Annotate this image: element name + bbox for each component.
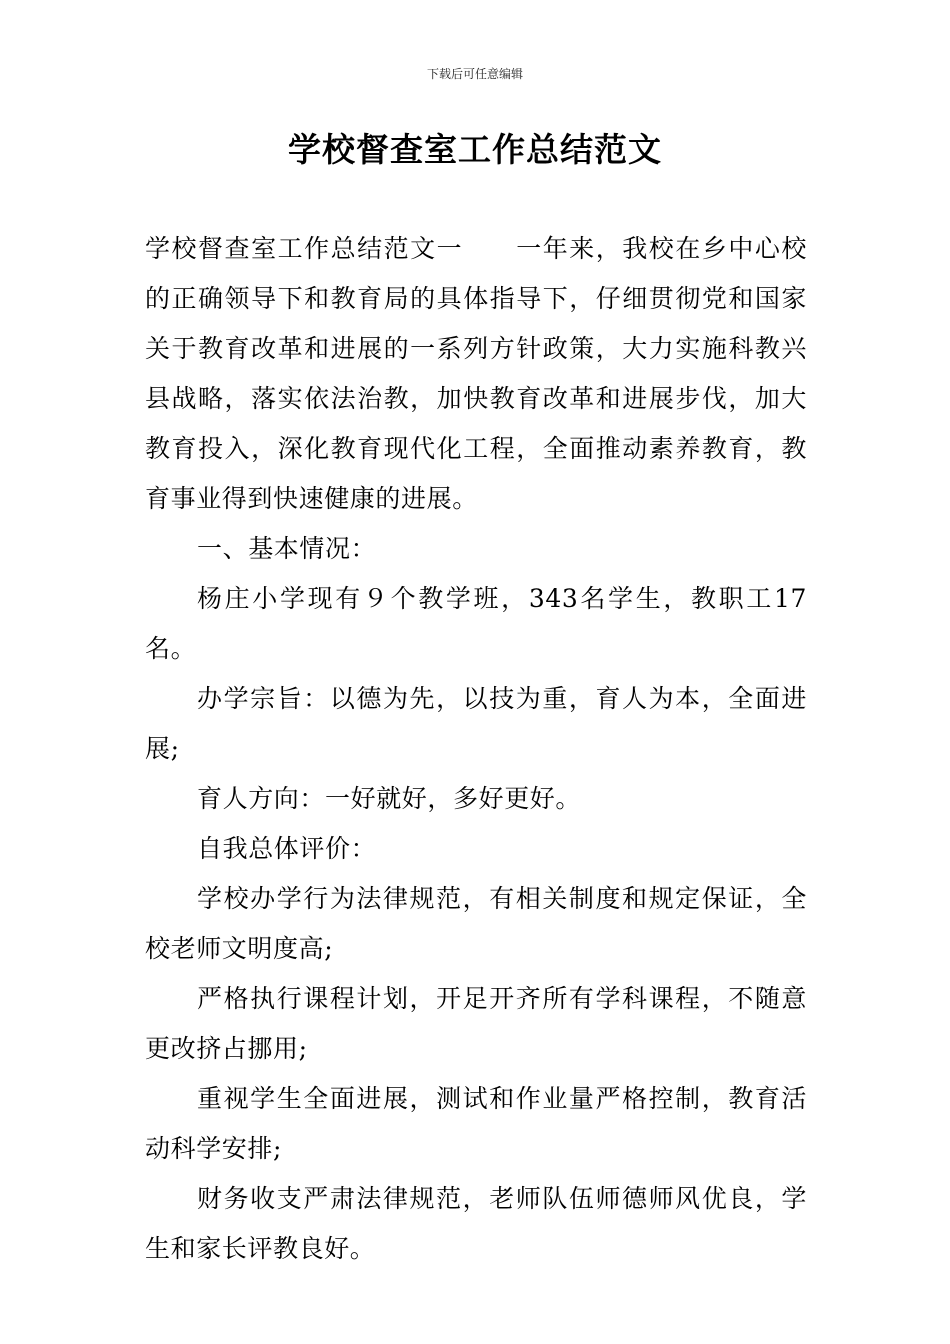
document-body [145, 224, 807, 1274]
paragraph-evaluation-conduct: 学校办学行为法律规范，有相关制度和规定保证，全校老师文明度高; [145, 884, 807, 963]
section-heading-self-evaluation: 自我总体评价： [197, 834, 377, 863]
document-title: 学校督查室工作总结范文 [288, 130, 662, 169]
paragraph-evaluation-curriculum: 严格执行课程计划，开足开齐所有学科课程，不随意更改挤占挪用; [145, 984, 807, 1063]
paragraph-evaluation-finance: 财务收支严肃法律规范，老师队伍师德师风优良，学生和家长评教良好。 [145, 1184, 807, 1263]
paragraph-school-motto: 办学宗旨：以德为先，以技为重，育人为本，全面进展; [145, 684, 807, 763]
section-heading-basic-info: 一、基本情况： [197, 534, 377, 563]
paragraph-evaluation-development: 重视学生全面进展，测试和作业量严格控制，教育活动科学安排; [145, 1084, 807, 1163]
page-header-note: 下载后可任意编辑 [426, 67, 523, 81]
paragraph-education-direction: 育人方向：一好就好，多好更好。 [197, 784, 582, 813]
paragraph-intro: 学校督查室工作总结范文一 一年来，我校在乡中心校的正确领导下和教育局的具体指导下，仔细贯彻党和国家关于教育改革和进展的一系列方针政策，大力实施科教兴县战略，落实依法治教，加快教育改革和进展步伐，加大教育投入，深化教育现代化工程，全面推动素养教育，教育事业得到快速健康的进展。 [145, 234, 807, 513]
paragraph-school-stats: 杨庄小学现有９个教学班，343名学生，教职工17名。 [145, 584, 807, 663]
